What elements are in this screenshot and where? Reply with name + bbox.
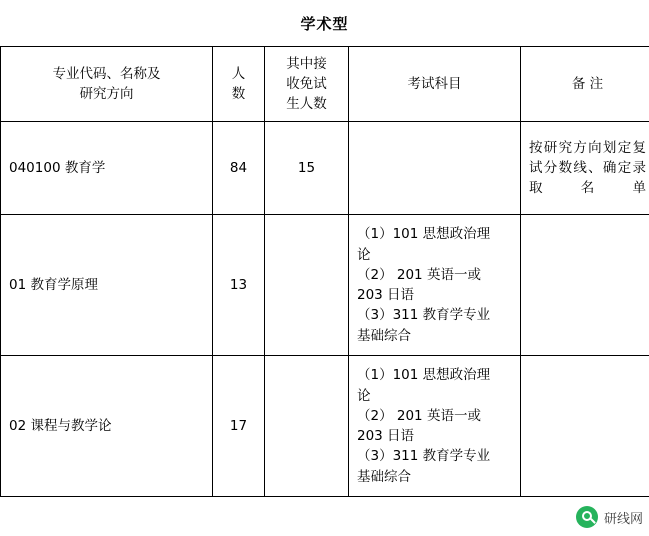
header-exempt-line1: 其中接 [286, 55, 327, 72]
header-subjects: 考试科目 [349, 47, 521, 122]
table-body [1, 122, 649, 497]
subject-line: （3）311 教育学专业 [357, 448, 491, 465]
direction-name: 02 课程与教学论 [1, 356, 213, 497]
watermark-label: 研线网 [603, 511, 643, 527]
subject-line: （1）101 思想政治理 [357, 226, 491, 243]
direction-name: 01 教育学原理 [1, 215, 213, 356]
major-subjects [349, 122, 521, 215]
table-container [0, 46, 649, 512]
table-row [1, 215, 649, 356]
admission-table [0, 46, 649, 497]
header-exempt-line3: 生人数 [286, 96, 327, 113]
table-row [1, 122, 649, 215]
subject-line: 203 日语 [357, 287, 415, 303]
subject-line: （2） 201 英语一或 [357, 407, 481, 424]
header-count-line2: 数 [231, 86, 246, 102]
subject-line: 基础综合 [357, 327, 411, 344]
direction-remark [521, 215, 649, 356]
major-count: 84 [213, 122, 265, 215]
direction-count: 13 [213, 215, 265, 356]
table-row [1, 356, 649, 497]
major-name: 040100 教育学 [1, 122, 213, 215]
subject-line: （3）311 教育学专业 [357, 307, 491, 324]
watermark-badge [576, 506, 643, 528]
subject-line: （1）101 思想政治理 [357, 367, 491, 384]
direction-count: 17 [213, 356, 265, 497]
search-circle-icon [576, 506, 598, 528]
header-count [213, 47, 265, 122]
subject-line: 基础综合 [357, 468, 411, 485]
table-header-row [1, 47, 649, 122]
header-major-code-line1: 专业代码、名称及 [52, 65, 161, 82]
subject-line: （2） 201 英语一或 [357, 266, 481, 283]
subject-line: 论 [357, 246, 371, 263]
header-exempt [265, 47, 349, 122]
page-title: 学术型 [300, 15, 349, 33]
header-exempt-line2: 收免试 [286, 75, 327, 92]
subject-line: 论 [357, 387, 371, 404]
header-major-code [1, 47, 213, 122]
direction-exempt-count [265, 356, 349, 497]
header-major-code-line2: 研究方向 [79, 86, 134, 102]
header-remark: 备 注 [521, 47, 649, 122]
direction-subjects [349, 356, 521, 497]
major-remark: 按研究方向划定复试分数线、确定录取名单 [521, 122, 649, 215]
subject-line: 203 日语 [357, 428, 415, 444]
direction-subjects [349, 215, 521, 356]
header-count-line1: 人 [231, 65, 246, 82]
direction-exempt-count [265, 215, 349, 356]
major-exempt-count: 15 [265, 122, 349, 215]
direction-remark [521, 356, 649, 497]
